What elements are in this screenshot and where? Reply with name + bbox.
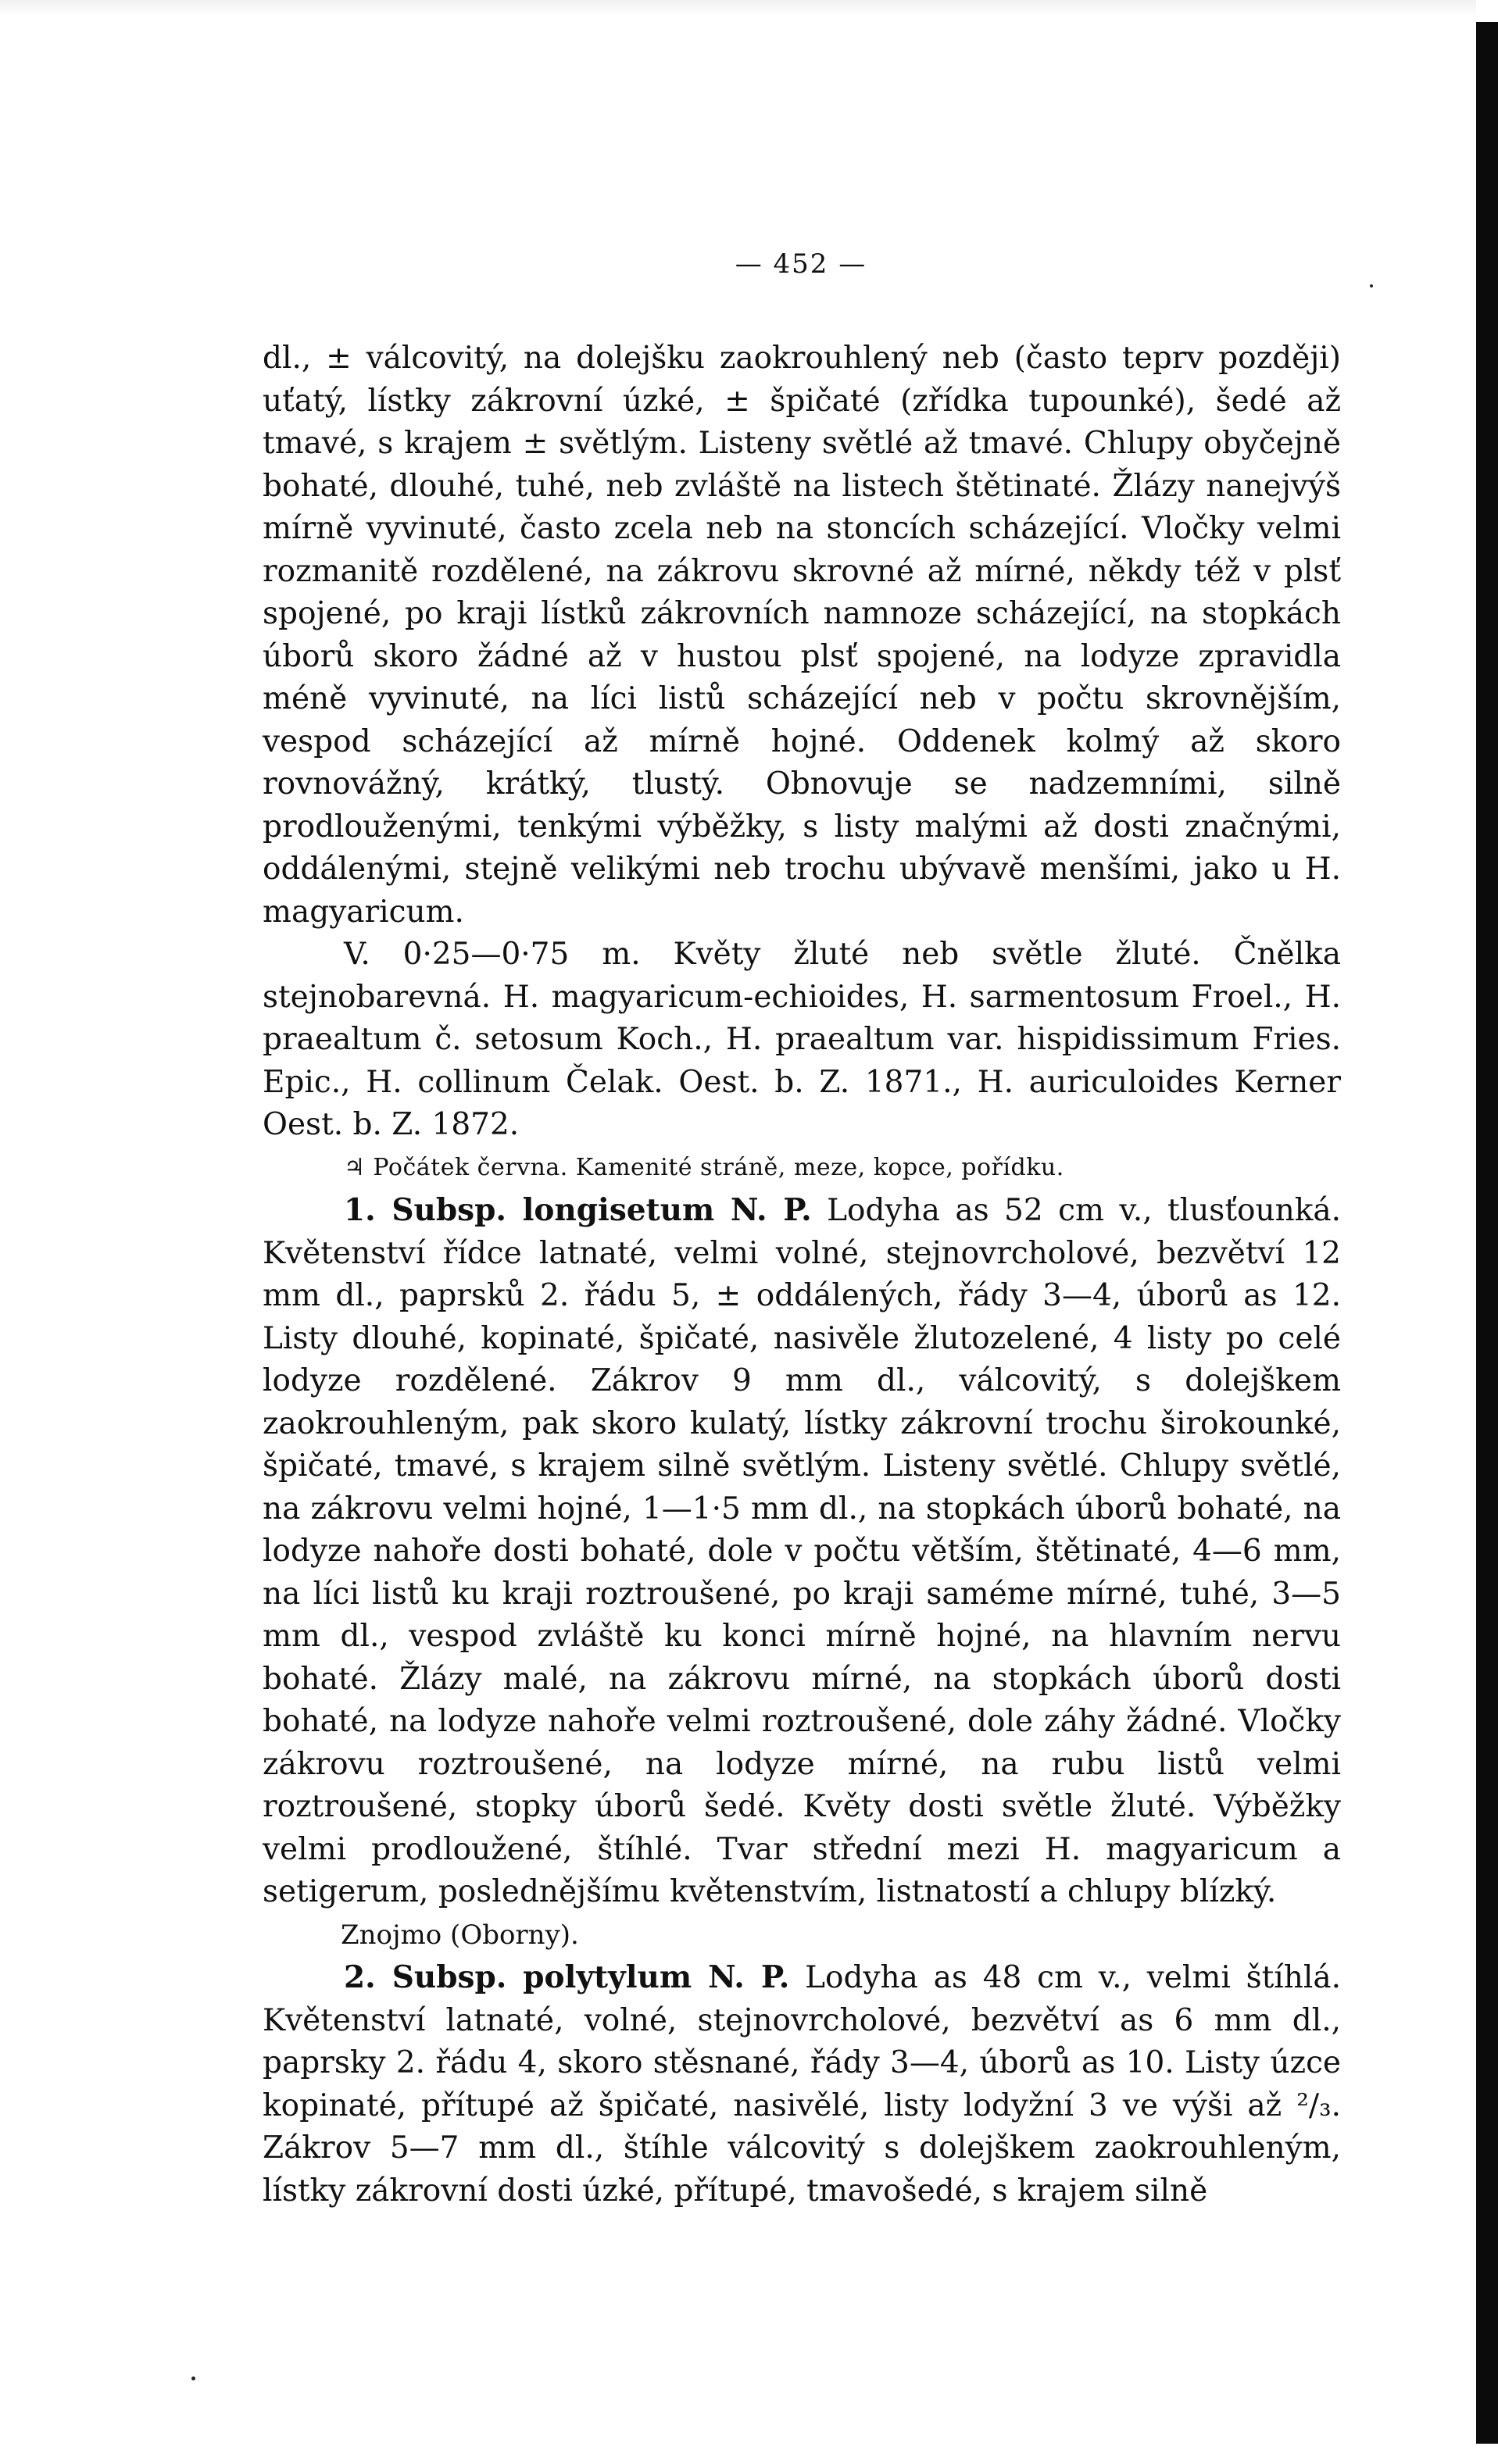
subsp-heading: 1. Subsp. longisetum N. P.: [344, 1192, 812, 1228]
subsp-body: Lodyha as 48 cm v., velmi štíhlá. Květenství latnaté, volné, stejnovrcholové, bezvětví as 6 mm dl., paprsky 2. řádu 4, skoro stěsnané, řády 3—4, úborů as 10. Listy úzce kopinaté, přítupé až špičaté, nasivělé, listy lodyžní 3 ve výši až ²/₃. Zákrov 5—7 mm dl., štíhle válcovitý s dolejškem zaokrouhleným, lístky zákrovní dosti úzké, přítupé, tmavošedé, s krajem silně: [263, 1960, 1342, 2209]
paragraph-description: dl., ± válcovitý, na dolejšku zaokrouhlený neb (často teprv později) uťatý, lístky zákrovní úzké, ± špičaté (zřídka tupounké), šedé až tmavé, s krajem ± světlým. Listeny světlé až tmavé. Chlupy obyčejně bohaté, dlouhé, tuhé, neb zvláště na listech štětinaté. Žlázy nanejvýš mírně vyvinuté, často zcela neb na stoncích scházející. Vločky velmi rozmanitě rozdělené, na zákrovu skrovné až mírné, někdy též v plsť spojené, po kraji lístků zákrovních namnoze scházející, na stopkách úborů skoro žádné až v hustou plsť spojené, na lodyze zpravidla méně vyvinuté, na líci listů scházející neb v počtu skrovnějším, vespod scházející až mírně hojné. Oddenek kolmý až skoro rovnovážný, krátký, tlustý. Obnovuje se nadzemními, silně prodlouženými, tenkými výběžky, s listy malými až dosti značnými, oddálenými, stejně velikými neb trochu ubývavě menšími, jako u H. magyaricum.: [263, 341, 1341, 930]
scan-right-border: [1476, 22, 1498, 2444]
scan-speck: [1370, 284, 1373, 287]
subsp-heading: 2. Subsp. polytylum N. P.: [344, 1959, 790, 1995]
scan-speck: [191, 2377, 195, 2380]
paragraph-flowering: ♃ Počátek června. Kamenité stráně, meze, kopce, pořídku.: [344, 1153, 1064, 1181]
locality-source: Znojmo (Oborny).: [341, 1919, 579, 1951]
paragraph-subsp-polytylum: [263, 1956, 1341, 2212]
paragraph-synonyms: V. 0·25—0·75 m. Květy žluté neb světle žluté. Čnělka stejnobarevná. H. magyaricum-echioides, H. sarmentosum Froel., H. praealtum č. setosum Koch., H. praealtum var. hispidissimum Fries. Epic., H. collinum Čelak. Oest. b. Z. 1871., H. auriculoides Kerner Oest. b. Z. 1872.: [263, 937, 1341, 1142]
scan-top-shade: [0, 0, 1476, 17]
page-number: — 452 —: [735, 248, 867, 280]
subsp-body: Lodyha as 52 cm v., tlusťounká. Květenství řídce latnaté, velmi volné, stejnovrcholové, bezvětví 12 mm dl., paprsků 2. řádu 5, ± oddálených, řády 3—4, úborů as 12. Listy dlouhé, kopinaté, špičaté, nasivěle žlutozelené, 4 listy po celé lodyze rozdělené. Zákrov 9 mm dl., válcovitý, s dolejškem zaokrouhleným, pak skoro kulatý, lístky zákrovní trochu širokounké, špičaté, tmavé, s krajem silně světlým. Listeny světlé. Chlupy světlé, na zákrovu velmi hojné, 1—1·5 mm dl., na stopkách úborů bohaté, na lodyze nahoře dosti bohaté, dole v počtu větším, štětinaté, 4—6 mm, na líci listů ku kraji roztroušené, po kraji saméme mírné, tuhé, 3—5 mm dl., vespod zvláště ku konci mírně hojné, na hlavním nervu bohaté. Žlázy malé, na zákrovu mírné, na stopkách úborů dosti bohaté, na lodyze nahoře velmi roztroušené, dole záhy žádné. Vločky zákrovu roztroušené, na lodyze mírné, na rubu listů velmi roztroušené, stopky úborů šedé. Květy dosti světle žluté. Výběžky velmi prodloužené, štíhlé. Tvar střední mezi H. magyaricum a setigerum, poslednějšímu květenstvím, listnatostí a chlupy blízký.: [263, 1193, 1341, 1909]
page-text: [263, 337, 1341, 2212]
paragraph-subsp-longisetum: [263, 1189, 1341, 1914]
